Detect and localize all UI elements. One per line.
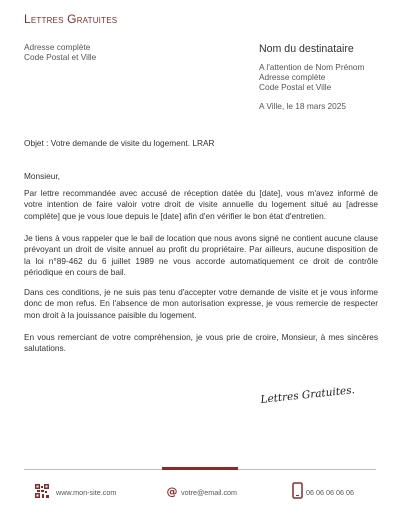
place-date: A Ville, le 18 mars 2025 — [259, 101, 347, 111]
signature — [258, 372, 358, 408]
svg-text:@: @ — [166, 485, 178, 498]
sender-address: Adresse complète — [24, 42, 91, 52]
footer-email[interactable]: votre@email.com — [181, 488, 238, 497]
qr-code-icon — [35, 484, 49, 498]
letter-salutation: Monsieur, — [24, 171, 60, 181]
recipient-name: Nom du destinataire — [259, 43, 354, 55]
letter-paragraph-4: En vous remerciant de votre compréhension, je vous prie de croire, Monsieur, à mes sincères salutations. — [24, 332, 378, 354]
brand-name: Lettres Gratuites — [24, 12, 118, 26]
sender-postal: Code Postal et Ville — [24, 52, 97, 62]
letter-subject: Objet : Votre demande de visite du logement. LRAR — [24, 138, 215, 148]
recipient-address: Adresse complète — [259, 72, 326, 82]
recipient-postal: Code Postal et Ville — [259, 82, 332, 92]
at-sign-icon — [166, 484, 178, 498]
recipient-attention: A l'attention de Nom Prénom — [259, 62, 365, 72]
letter-paragraph-3: Dans ces conditions, je ne suis pas tenu d'accepter votre demande de visite et je vous informe donc de mon refus. En l'absence de mon autorisation expresse, je vous remercie de respecter mon droit à la jouissance paisible du logement. — [24, 287, 378, 320]
footer-phone[interactable]: 06 06 06 06 06 — [306, 488, 354, 497]
letter-paragraph-2: Je tiens à vous rappeler que le bail de location que nous avons signé ne contient aucune clause prévoyant un droit de visite annuel au profit du propriétaire. Par ailleurs, aucune disposition de la loi n°89-462 du 6 juillet 1989 ne vous accorde automatiquement ce droit de contrôle périodique en cours de bail. — [24, 233, 378, 278]
footer-website[interactable]: www.mon-site.com — [56, 488, 117, 497]
phone-icon — [292, 482, 303, 499]
letter-paragraph-1: Par lettre recommandée avec accusé de réception datée du [date], vous m'avez informé de votre intention de faire valoir votre droit de visite annuelle du logement situé au [adresse complète] que je vous loue depuis le [date] afin d'en vérifier le bon état d'entretien. — [24, 188, 378, 221]
signature-text: Lettres Gratuites. — [259, 384, 356, 406]
footer-accent-bar — [162, 467, 238, 470]
